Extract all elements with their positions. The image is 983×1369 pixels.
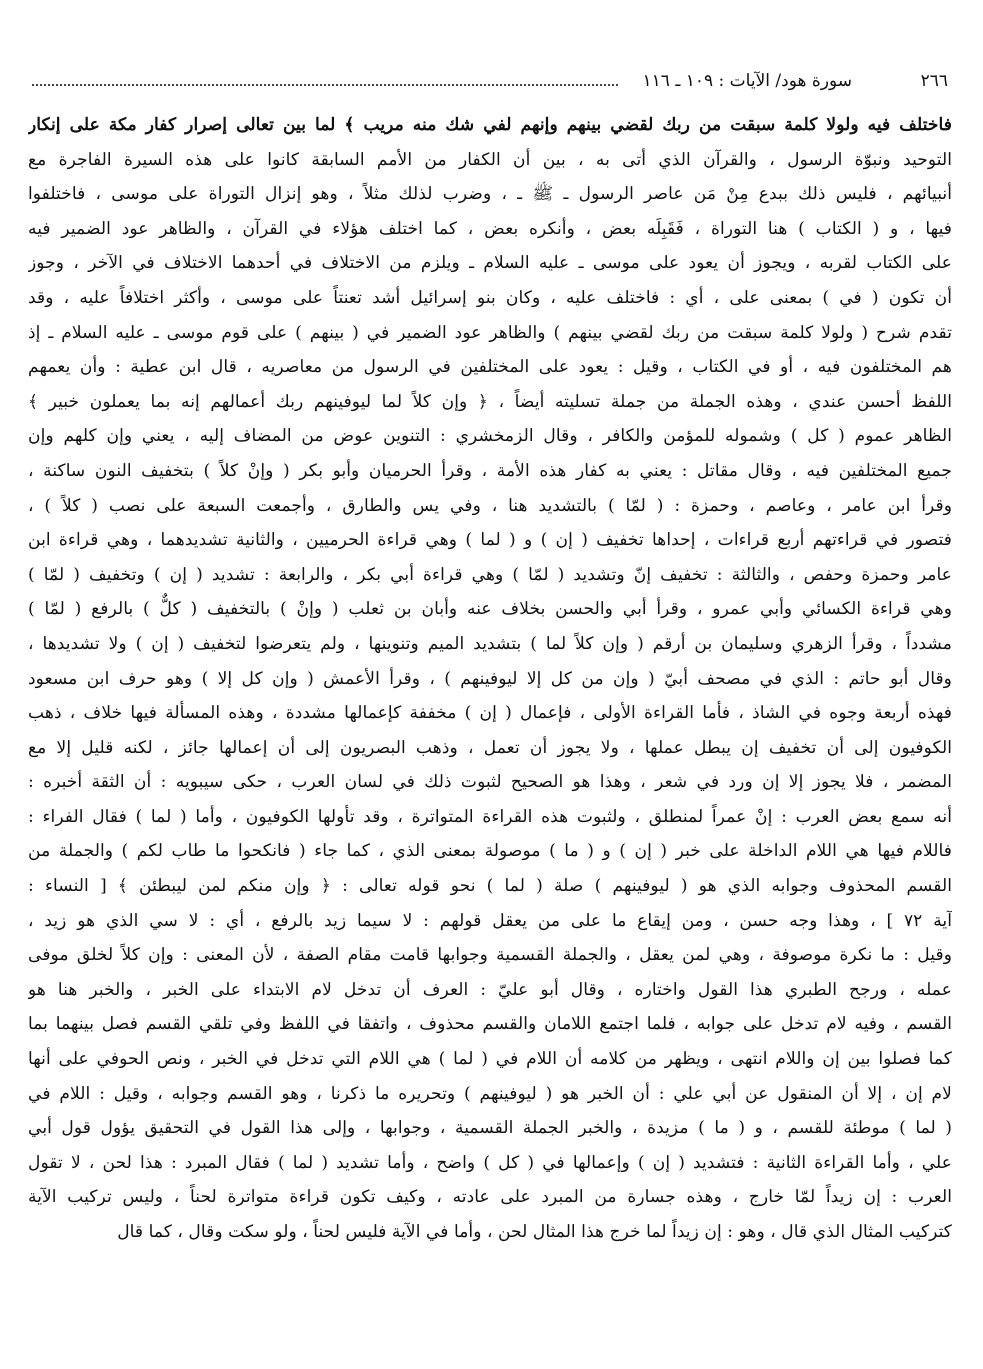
text-line: فاللام فيها هي اللام الداخلة على خبر ( إن ) و ( ما ) موصولة بمعنى الذي ، كما جاء ( فانكحوا ما طاب لكم ) والجملة من [28, 841, 952, 862]
text-line: التوحيد ونبوّة الرسول ، والقرآن الذي أتى به ، بين أن الكفار من الأمم السابقة كانوا على هذه السيرة الفاجرة مع [28, 149, 952, 170]
text-line: وقال أبو حاتم : الذي في مصحف أبيّ ( وإن من كل إلا ليوفينهم ) ، وقرأ الأعمش ( وإن كل إلا ) وهو حرف ابن مسعود [28, 668, 952, 689]
text-line: مشدداً ، وقرأ الزهري وسليمان بن أرقم ( وإن كلاً لما ) بتشديد الميم وتنوينها ، ولم يتعرضوا لتخفيف ( إن ) ولا تشديدها ، [28, 633, 952, 654]
text-line: أنه سمع بعض العرب : إنْ عمراً لمنطلق ، ولثبوت هذه القراءة المتواترة ، وقد تأولها الكوفيون ، وأما ( لما ) فقال الفراء : [28, 806, 952, 827]
text-line: الظاهر عموم ( كل ) وشموله للمؤمن والكافر ، وقال الزمخشري : التنوين عوض من المضاف إليه ، يعني وإن كلهم وإن [28, 426, 952, 447]
text-line: فهذه أربعة وجوه في الشاذ ، فأما القراءة الأولى ، فإعمال ( إن ) مخففة كإعمالها مشددة ، وهذه المسألة فيها خلاف ، ذهب [28, 703, 952, 724]
text-line: هم المختلفون فيه ، أو في الكتاب ، وقيل : يعود على المختلفين في الرسول من معاصريه ، قال ابن عطية : وأن يعمهم [28, 357, 952, 378]
text-line: فاختلف فيه ولولا كلمة سبقت من ربك لقضي بينهم وإنهم لفي شك منه مريب ﴾ لما بين تعالى إصرار كفار مكة على إنكار [28, 115, 952, 135]
text-line: وقرأ ابن عامر ، وعاصم ، وحمزة : ( لمّا ) بالتشديد هنا ، وفي يس والطارق ، وأجمعت السبعة على نصب ( كلاً ) ، [28, 495, 952, 516]
text-line: جميع المختلفين فيه ، وقال مقاتل : يعني به كفار هذه الأمة ، وقرأ الحرميان وأبو بكر ( وإنْ كلاً ) بتخفيف النون ساكنة ، [28, 460, 952, 481]
text-line: لام إن ، إلا أن المنقول عن أبي علي : أن الخبر هو ( ليوفينهم ) وتحريره ما ذكرنا ، وهو القسم وجوابه ، وقيل : اللام في [28, 1083, 952, 1104]
text-line: فتصور في قراءتهم أربع قراءات ، إحداها تخفيف ( إن ) و ( لما ) وهي قراءة الحرميين ، والثانية تشديدهما ، وهي قراءة ابن [28, 530, 952, 551]
text-line: وهي قراءة الكسائي وأبي عمرو ، وقرأ أبي والحسن بخلاف عنه وأبان بن ثعلب ( وإنْ ) بالتخفيف ( كلٌّ ) بالرفع ( لمّا ) [28, 599, 952, 620]
page-header [32, 66, 948, 96]
running-title: سورة هود/ الآيات : ١٠٩ ـ ١١٦ [642, 71, 852, 91]
body-text [28, 108, 952, 1250]
text-line: فيها ، و ( الكتاب ) هنا التوراة ، فَقَبِلَه بعض ، وأنكره بعض ، كما اختلف هؤلاء في القرآن ، والظاهر عود الضمير فيه [28, 218, 952, 239]
text-line: تقدم شرح ( ولولا كلمة سبقت من ربك لقضي بينهم ) والظاهر عود الضمير في ( بينهم ) على قوم موسى ـ عليه السلام ـ إذ [28, 322, 952, 343]
text-line: العرب : إن زيداً لمّا خارج ، وهذه جسارة من المبرد على عادته ، وكيف تكون قراءة متواترة لحناً ، وليس تركيب الآية [28, 1187, 952, 1208]
text-line: القسم المحذوف وجوابه الذي هو ( ليوفينهم ) صلة ( لما ) نحو قوله تعالى : ﴿ وإن منكم لمن ليبطئن ﴾ [ النساء : [28, 876, 952, 897]
text-line: وقيل : ما نكرة موصوفة ، وهي لمن يعقل ، والجملة القسمية وجوابها قامت مقام الصفة ، لأن المعنى : وإن كلاً لخلق موفى [28, 945, 952, 966]
text-line: أنبيائهم ، فليس ذلك ببدع مِنْ مَن عاصر الرسول ـ ﷺ ـ ، وضرب لذلك مثلاً ، وهو إنزال التوراة على موسى ، فاختلفوا [28, 184, 952, 205]
text-line: عامر وحمزة وحفص ، والثالثة : تخفيف إنّ وتشديد ( لمّا ) وهي قراءة أبي بكر ، والرابعة : تشديد ( إن ) وتخفيف ( لمّا ) [28, 564, 952, 585]
text-line: أن تكون ( في ) بمعنى على ، أي : فاختلف عليه ، وكان بنو إسرائيل أشد تعنتاً على موسى ، وأكثر اختلافاً عليه ، وقد [28, 287, 952, 308]
text-line: علي ، وأما القراءة الثانية : فتشديد ( إن ) وإعمالها في ( كل ) واضح ، وأما تشديد ( لما ) فقال المبرد : هذا لحن ، لا تقول [28, 1152, 952, 1173]
text-line: ( لما ) موطئة للقسم ، و ( ما ) مزيدة ، والخبر الجملة القسمية ، وجوابها ، وإلى هذا القول في التحقيق يؤول قول أبي [28, 1118, 952, 1139]
header-dotted-rule [32, 84, 618, 86]
text-line: عمله ، ورجح الطبري هذا القول واختاره ، وقال أبو عليّ : العرف أن تدخل لام الابتداء على الخبر ، والخبر هنا هو [28, 979, 952, 1000]
text-line: المضمر ، فلا يجوز إلا إن ورد في شعر ، وهذا هو الصحيح لثبوت ذلك في لسان العرب ، حكى سيبويه : أن الثقة أخبره : [28, 772, 952, 793]
text-line: آية ٧٢ ] ، وهذا وجه حسن ، ومن إيقاع ما على من يعقل قولهم : لا سيما زيد بالرفع ، أي : لا سي الذي هو زيد ، [28, 910, 952, 931]
text-line: كتركيب المثال الذي قال ، وهو : إن زيداً لما خرج هذا المثال لحن ، وأما في الآية فليس لحناً ، ولو سكت وقال ، كما قال [117, 1222, 952, 1242]
text-line: اللفظ أحسن عندي ، وهذه الجملة من جملة تسليته أيضاً ، ﴿ وإن كلاً لما ليوفينهم ربك أعمالهم إنه بما يعملون خبير ﴾ [28, 391, 952, 412]
text-line: على الكتاب لقربه ، ويجوز أن يعود على موسى ـ عليه السلام ـ ويلزم من الاختلاف في أحدهما الاختلاف في الآخر ، وجوز [28, 253, 952, 274]
text-line: القسم ، وفيه لام تدخل على جوابه ، فلما اجتمع اللامان والقسم محذوف ، واتفقا في اللفظ وفي تلقي القسم فصل بينهما بما [28, 1014, 952, 1035]
text-line: كما فصلوا بين إن واللام انتهى ، ويظهر من كلامه أن اللام في ( لما ) هي اللام التي تدخل في الخبر ، ونص الحوفي على أنها [28, 1049, 952, 1070]
text-line: الكوفيون إلى أن تخفيف إن يبطل عملها ، ولا يجوز أن تعمل ، وذهب البصريون إلى أن إعمالها جائز ، لكنه قليل إلا مع [28, 737, 952, 758]
page-number: ٢٦٦ [920, 71, 948, 91]
